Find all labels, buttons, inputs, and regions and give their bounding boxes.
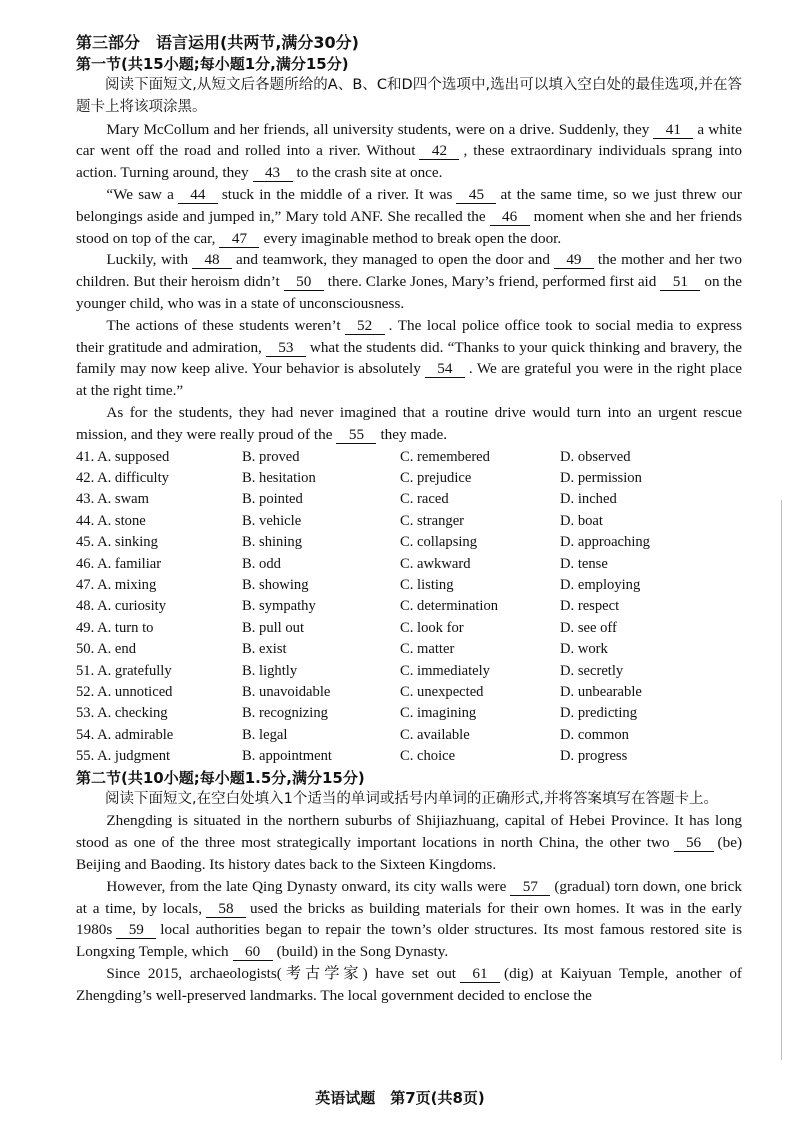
option-c: C. awkward: [400, 555, 471, 572]
option-row-45: [76, 532, 742, 553]
option-c: C. available: [400, 726, 470, 743]
option-row-54: [76, 725, 742, 746]
section2-instructions: 阅读下面短文,在空白处填入1个适当的单词或括号内单词的正确形式,并将答案填写在答题卡上。: [105, 790, 718, 807]
option-a: 46. A. familiar: [76, 555, 162, 572]
option-b: B. pointed: [242, 491, 303, 508]
option-row-50: [76, 639, 742, 660]
option-row-51: [76, 661, 742, 682]
option-a: 48. A. curiosity: [76, 598, 166, 615]
text-segment: local authorities began to repair the town’s older structures. Its most famous restored site is Longxing Temple, which: [76, 921, 742, 961]
option-a: 47. A. mixing: [76, 576, 157, 593]
option-a: 54. A. admirable: [76, 726, 174, 743]
option-b: B. odd: [242, 555, 281, 572]
option-row-43: [76, 489, 742, 510]
option-row-53: [76, 703, 742, 724]
text-segment: “We saw a: [106, 185, 174, 203]
option-c: C. matter: [400, 641, 455, 658]
text-segment: and teamwork, they managed to open the door and: [236, 251, 550, 269]
option-c: C. prejudice: [400, 469, 472, 486]
option-b: B. proved: [242, 448, 300, 465]
option-a: 42. A. difficulty: [76, 469, 169, 486]
blank-44: 44: [178, 186, 218, 204]
option-c: C. imagining: [400, 705, 477, 722]
option-b: B. lightly: [242, 662, 298, 679]
s1-paragraph: [76, 184, 742, 249]
text-segment: (build) in the Song Dynasty.: [276, 943, 449, 961]
option-b: B. pull out: [242, 619, 305, 636]
option-c: C. listing: [400, 576, 454, 593]
blank-60: 60: [233, 943, 273, 961]
s1-paragraph: [76, 249, 742, 314]
blank-48: 48: [192, 251, 232, 269]
option-d: D. predicting: [560, 705, 638, 722]
text-segment: Mary McCollum and her friends, all university students, were on a drive. Suddenly, they: [106, 120, 650, 138]
option-row-52: [76, 682, 742, 703]
option-row-48: [76, 596, 742, 617]
option-c: C. raced: [400, 491, 449, 508]
option-row-42: [76, 468, 742, 489]
option-d: D. see off: [560, 619, 617, 636]
text-segment: there. Clarke Jones, Mary’s friend, performed first aid: [327, 273, 657, 291]
option-b: B. legal: [242, 726, 288, 743]
option-d: D. employing: [560, 576, 641, 593]
text-segment: Zhengding is situated in the northern suburbs of Shijiazhuang, capital of Hebei Province. It has long stood as one of the three most strategically important locations in north China, the other two: [76, 812, 742, 852]
s1-paragraph: [76, 119, 742, 184]
text-segment: , these extraordinary individuals sprang into action. Turning around, they: [76, 142, 743, 182]
s2-paragraph: [76, 810, 742, 875]
option-a: 52. A. unnoticed: [76, 684, 173, 701]
s2-paragraph: [76, 963, 742, 1007]
text-segment: (gradual) torn down, one brick at a time, by locals,: [76, 877, 742, 917]
s2-paragraph: [76, 876, 742, 963]
option-a: 43. A. swam: [76, 491, 149, 508]
text-segment: every imaginable method to break open the door.: [263, 229, 562, 247]
blank-50: 50: [284, 273, 324, 291]
blank-46: 46: [490, 208, 530, 226]
option-row-41: [76, 447, 742, 468]
blank-45: 45: [456, 186, 496, 204]
option-d: D. unbearable: [560, 684, 642, 701]
option-a: 41. A. supposed: [76, 448, 170, 465]
blank-58: 58: [206, 900, 246, 918]
blank-55: 55: [336, 426, 376, 444]
section1-title: 第一节(共15小题;每小题1分,满分15分): [76, 55, 349, 73]
option-b: B. recognizing: [242, 705, 328, 722]
option-d: D. tense: [560, 555, 608, 572]
text-segment: . We are grateful you were in the right place at the right time.”: [76, 360, 742, 400]
text-segment: Luckily, with: [106, 251, 189, 269]
option-c: C. immediately: [400, 662, 490, 679]
option-d: D. work: [560, 641, 608, 658]
text-segment: The actions of these students weren’t: [106, 316, 341, 334]
blank-42: 42: [419, 142, 459, 160]
text-segment: (dig) at Kaiyuan Temple, another of Zhengding’s well-preserved landmarks. The local government decided to enclose the: [76, 965, 742, 1004]
text-segment: what the students did. “Thanks to your quick thinking and bravery, the family may now keep alive. Your behavior is absolutely: [76, 338, 742, 378]
option-d: D. boat: [560, 512, 603, 529]
text-segment: Since 2015, archaeologists(考古学家) have set out: [106, 965, 457, 983]
text-segment: However, from the late Qing Dynasty onward, its city walls were: [106, 877, 507, 895]
section1-instructions: 阅读下面短文,从短文后各题所给的A、B、C和D四个选项中,选出可以填入空白处的最佳选项,并在答题卡上将该项涂黑。: [76, 77, 742, 115]
option-d: D. progress: [560, 748, 628, 765]
blank-41: 41: [653, 121, 693, 139]
option-c: C. stranger: [400, 512, 465, 529]
option-a: 45. A. sinking: [76, 534, 158, 551]
blank-57: 57: [510, 878, 550, 896]
option-d: D. common: [560, 726, 629, 743]
blank-56: 56: [674, 834, 714, 852]
blank-53: 53: [266, 339, 306, 357]
option-a: 51. A. gratefully: [76, 662, 172, 679]
option-row-46: [76, 554, 742, 575]
section2-title: 第二节(共10小题;每小题1.5分,满分15分): [76, 768, 365, 787]
text-segment: on the younger child, who was in a state of unconsciousness.: [76, 273, 742, 312]
page-footer: 英语试题 第7页(共8页): [315, 1089, 485, 1107]
s1-paragraph: [76, 402, 742, 446]
scan-edge-line: [781, 500, 782, 1060]
blank-54: 54: [425, 360, 465, 378]
option-d: D. respect: [560, 598, 620, 615]
option-a: 55. A. judgment: [76, 748, 171, 765]
blank-52: 52: [345, 317, 385, 335]
option-a: 44. A. stone: [76, 512, 146, 529]
option-a: 49. A. turn to: [76, 619, 154, 636]
option-d: D. secretly: [560, 662, 624, 679]
option-b: B. shining: [242, 534, 303, 551]
option-c: C. choice: [400, 748, 456, 765]
option-a: 53. A. checking: [76, 705, 168, 722]
option-a: 50. A. end: [76, 641, 136, 658]
option-b: B. vehicle: [242, 512, 302, 529]
text-segment: moment when she and her friends stood on top of the car,: [76, 207, 742, 247]
option-d: D. permission: [560, 469, 642, 486]
text-segment: to the crash site at once.: [296, 164, 443, 182]
blank-61: 61: [460, 965, 500, 983]
option-d: D. observed: [560, 448, 631, 465]
options-list: [76, 447, 742, 768]
option-c: C. determination: [400, 598, 499, 615]
text-segment: stuck in the middle of a river. It was: [221, 185, 453, 203]
text-segment: (be) Beijing and Baoding. Its history dates back to the Sixteen Kingdoms.: [76, 834, 742, 874]
blank-49: 49: [554, 251, 594, 269]
option-row-55: [76, 746, 742, 767]
text-segment: As for the students, they had never imagined that a routine drive would turn into an urgent rescue mission, and they were really proud of the: [76, 403, 742, 443]
option-c: C. unexpected: [400, 684, 484, 701]
blank-43: 43: [253, 164, 293, 182]
option-b: B. appointment: [242, 748, 332, 765]
text-segment: used the bricks as building materials for their own homes. It was in the early 1980s: [76, 899, 743, 939]
option-b: B. unavoidable: [242, 684, 331, 701]
option-row-49: [76, 618, 742, 639]
option-c: C. look for: [400, 619, 464, 636]
text-segment: they made.: [380, 425, 448, 443]
s1-paragraph: [76, 315, 742, 402]
option-c: C. remembered: [400, 448, 490, 465]
blank-51: 51: [660, 273, 700, 291]
option-row-47: [76, 575, 742, 596]
option-b: B. showing: [242, 576, 309, 593]
part-title: 第三部分 语言运用(共两节,满分30分): [76, 33, 359, 52]
text-segment: a white car went off the road and rolled into a river. Without: [76, 120, 742, 160]
option-b: B. sympathy: [242, 598, 316, 615]
blank-47: 47: [219, 230, 259, 248]
option-d: D. approaching: [560, 534, 650, 551]
option-b: B. exist: [242, 641, 287, 658]
blank-59: 59: [116, 921, 156, 939]
option-row-44: [76, 511, 742, 532]
option-c: C. collapsing: [400, 534, 478, 551]
text-segment: at the same time, so we just threw our belongings aside and jumped in,” Mary told ANF. She recalled the: [76, 185, 742, 225]
text-segment: the mother and her two children. But their heroism didn’t: [76, 251, 742, 291]
text-segment: . The local police office took to social media to express their gratitude and admiration,: [76, 316, 742, 356]
option-d: D. inched: [560, 491, 617, 508]
option-b: B. hesitation: [242, 469, 316, 486]
